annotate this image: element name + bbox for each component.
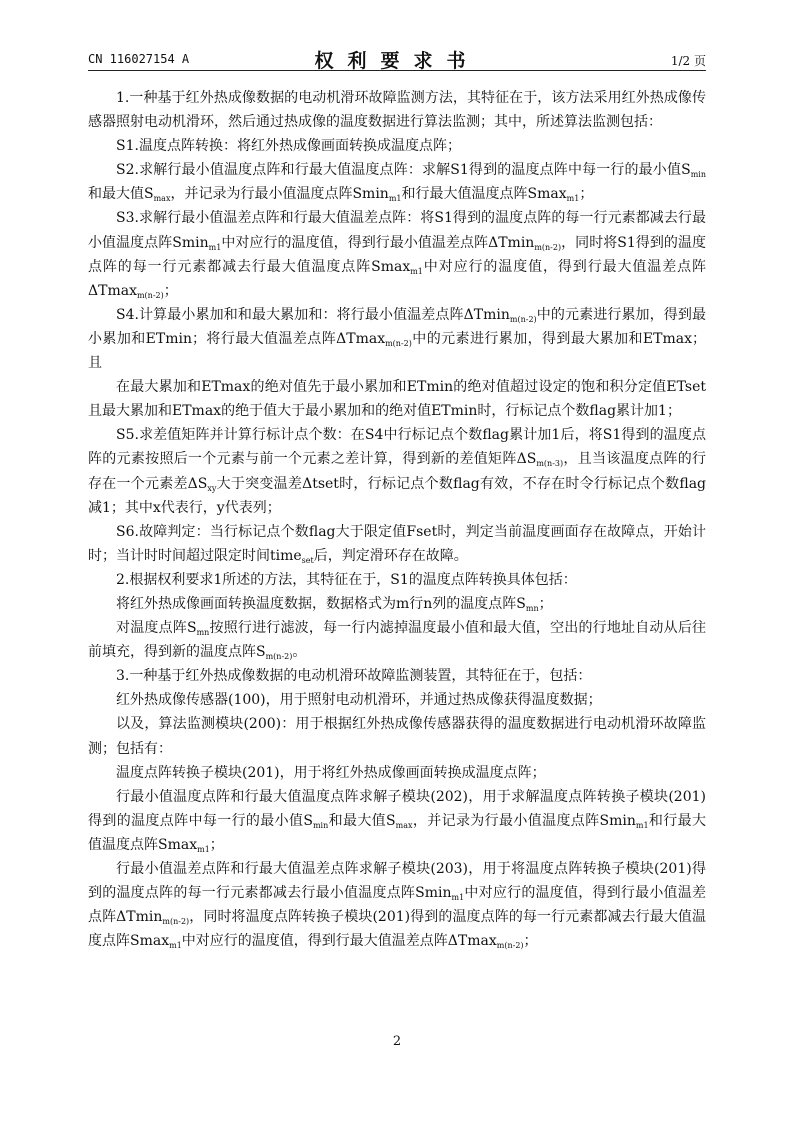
subscript-text: m(n-3) [536, 459, 564, 469]
claim-text: 在最大累加和ETmax的绝对值先于最小累加和ETmin的绝对值超过设定的饱和积分定值ETset且最大累加和ETmax的绝于值大于最小累加和的绝对值ETmin时，行标记点个数flag累计加1； [88, 379, 706, 420]
claim-paragraph [88, 423, 706, 519]
claim-paragraph [88, 568, 706, 592]
claim-text: 大于突变温差Δtset时，行标记点个数flag有效，不存在时令行标记点个数flag减1；其中x代表行，y代表列； [88, 475, 707, 516]
subscript-text: m(n-2) [265, 652, 293, 662]
claim-text: 对温度点阵S [116, 620, 197, 637]
claim-paragraph [88, 688, 706, 712]
claim-text: ； [538, 595, 553, 612]
claim-text: ，并记录为行最小值温度点阵Smin [412, 812, 636, 829]
claim-text: 和行最大值温度点阵Smax [88, 812, 707, 853]
page-title: 权利要求书 [314, 50, 480, 72]
claims-body [88, 86, 706, 953]
claim-paragraph [88, 592, 706, 616]
claim-text: 中对应行的温度值，得到行最大值温差点阵ΔTmax [88, 258, 707, 299]
claim-text: 中对应行的温度值，得到行最大值温差点阵ΔTmax [181, 933, 497, 950]
subscript-text: m1 [208, 242, 222, 252]
claim-text: 按照行进行滤波，每一行内滤掉温度最小值和最大值，空出的行地址自动从后往前填充，得到新的温度点阵S [88, 620, 707, 661]
claim-text: ； [209, 836, 224, 853]
subscript-text: m1 [410, 266, 423, 276]
subscript-text: m1 [451, 893, 465, 903]
claim-text: 3.一种基于红外热成像数据的电动机滑环故障监测装置，其特征在于，包括： [116, 668, 592, 685]
claim-text: 温度点阵转换子模块(201)，用于将红外热成像画面转换成温度点阵； [116, 764, 546, 781]
claim-text: ，同时将温度点阵转换子模块(201)得到的温度点阵的每一行元素都减去行最大值温度点阵Smax [88, 909, 706, 950]
subscript-text: m1 [388, 194, 402, 204]
claim-text: S5.求差值矩阵并计算行标计点个数：在S4中行标记点个数flag累计加1后，将S1得到的温度点阵的元素按照后一个元素与前一个元素之差计算，得到新的差值矩阵ΔS [88, 427, 706, 468]
subscript-text: m1 [635, 820, 649, 830]
claim-text: 1.一种基于红外热成像数据的电动机滑环故障监测方法，其特征在于，该方法采用红外热成像传感器照射电动机滑环，然后通过热成像的温度数据进行算法监测；其中，所述算法监测包括： [88, 90, 706, 131]
claim-text: 将红外热成像画面转换温度数据，数据格式为m行n列的温度点阵S [116, 595, 526, 612]
claim-text: 红外热成像传感器(100)，用于照射电动机滑环，并通过热成像获得温度数据； [116, 692, 602, 709]
claim-text: 。 [292, 644, 307, 661]
claim-text: S6.故障判定：当行标记点个数flag大于限定值Fset时，判定当前温度画面存在故障点，开始计时；当计时时间超过限定时间time [88, 523, 706, 564]
subscript-text: m1 [197, 844, 210, 854]
claim-text: ； [579, 186, 594, 203]
page-info: 1/2 页 [670, 54, 706, 68]
claim-text: S2.求解行最小值温度点阵和行最大值温度点阵：求解S1得到的温度点阵中每一行的最小值S [116, 162, 691, 179]
claim-paragraph [88, 712, 706, 760]
claim-text: S4.计算最小累加和和最大累加和：将行最小值温差点阵ΔTmin [116, 306, 510, 323]
claim-text: 行最小值温度点阵和行最大值温度点阵求解子模块(202)，用于求解温度点阵转换子模块(201)得到的温度点阵中每一行的最小值S [88, 788, 706, 829]
claim-text: S3.求解行最小值温差点阵和行最大值温差点阵：将S1得到的温度点阵的每一行元素都减去行最小值温度点阵Smin [88, 210, 706, 251]
claim-text: 中对应行的温度值，得到行最小值温差点阵ΔTmin [221, 234, 535, 251]
document-number: CN 116027154 A [88, 52, 190, 66]
claim-paragraph [88, 206, 706, 302]
subscript-text: m1 [169, 941, 182, 951]
claim-text: 和行最大值温度点阵Smax [401, 186, 567, 203]
claim-text: 中的元素进行累加，得到最小累加和ETmin；将行最大值温差点阵ΔTmax [88, 306, 707, 347]
subscript-text: xy [207, 483, 217, 493]
subscript-text: mn [525, 603, 539, 613]
subscript-text: max [395, 820, 413, 830]
subscript-text: max [153, 194, 171, 204]
claim-text: 中对应行的温度值，得到行最小值温差点阵ΔTmin [88, 885, 707, 926]
claim-text: 和最大值S [328, 812, 396, 829]
claim-paragraph [88, 761, 706, 785]
claim-paragraph [88, 785, 706, 857]
claim-text: ； [523, 933, 538, 950]
subscript-text: m(n-2) [136, 290, 164, 300]
claim-paragraph [88, 857, 706, 953]
claim-text: 以及，算法监测模块(200)：用于根据红外热成像传感器获得的温度数据进行电动机滑环故障监测；包括有： [88, 716, 706, 757]
claim-paragraph [88, 86, 706, 134]
subscript-text: mn [196, 628, 210, 638]
claim-text: ，同时将S1得到的温度点阵的每一行元素都减去行最大值温度点阵Smax [88, 234, 706, 275]
subscript-text: m(n-2) [509, 314, 537, 324]
claim-text: ，并记录为行最小值温度点阵Smin [170, 186, 389, 203]
claim-text: 2.根据权利要求1所述的方法，其特征在于，S1的温度点阵转换具体包括： [116, 571, 577, 588]
subscript-text: m(n-2) [496, 941, 524, 951]
claim-text: ，且当该温度点阵的行存在一个元素差ΔS [88, 451, 707, 492]
page-number: 2 [392, 1034, 402, 1049]
claim-text: ； [163, 282, 178, 299]
claim-text: S1.温度点阵转换：将红外热成像画面转换成温度点阵； [116, 138, 461, 155]
subscript-text: m1 [566, 194, 580, 204]
subscript-text: min [690, 170, 706, 180]
claim-paragraph [88, 375, 706, 423]
claim-paragraph [88, 303, 706, 375]
claim-paragraph [88, 664, 706, 688]
claim-paragraph [88, 616, 706, 664]
claim-paragraph [88, 520, 706, 568]
claim-text: 中的元素进行累加，得到最大累加和ETmax；且 [88, 330, 706, 372]
claim-paragraph [88, 158, 706, 206]
header-divider [88, 70, 706, 71]
claim-text: 行最小值温差点阵和行最大值温差点阵求解子模块(203)，用于将温度点阵转换子模块(201)得到的温度点阵的每一行元素都减去行最小值温度点阵Smin [88, 861, 706, 902]
subscript-text: m(n-2) [385, 338, 412, 348]
subscript-text: m(n-2) [534, 242, 562, 252]
claim-text: 后，判定滑环存在故障。 [313, 547, 468, 564]
subscript-text: min [312, 820, 329, 830]
claim-paragraph [88, 134, 706, 158]
subscript-text: set [301, 555, 314, 565]
subscript-text: m(n-2) [162, 917, 190, 927]
claim-text: 和最大值S [88, 186, 154, 203]
